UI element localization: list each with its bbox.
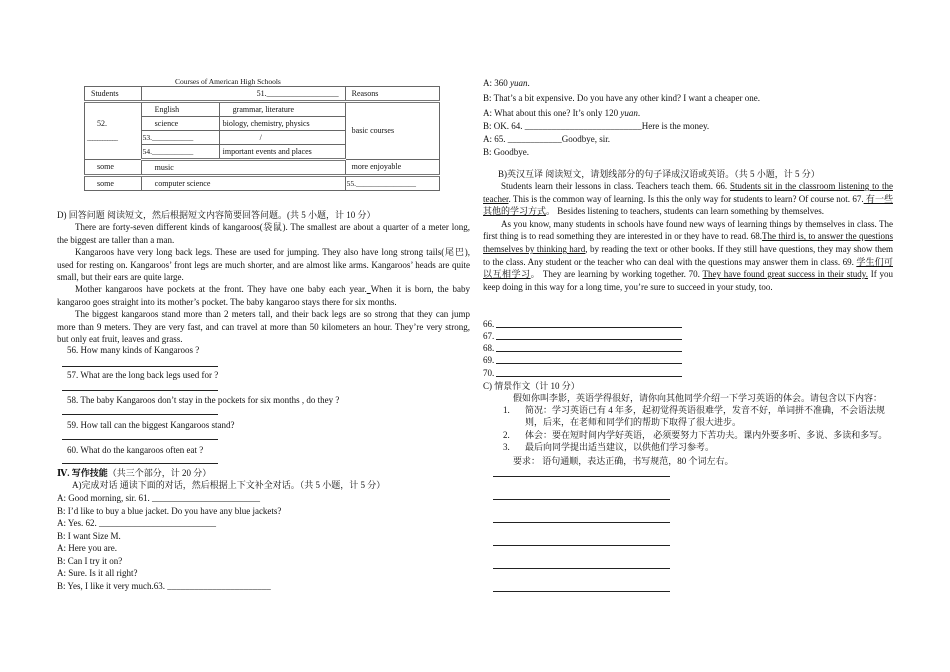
paragraph: As you know, many students in schools have found new ways of learning things by themselves in class. The first thing is to read something they are interested in or they have to read. 68.The third is, to answer the questions themselves by thinking hard, by reading the text or other books. If they still have questions, they may show them to the class. Any student or the teacher who can deal with the questions may answer them in class. 69. 学生们可以互相学习。 They are learning by working together. 70. They have found great success in their study. If you keep doing in this way for a long time, you’re sure to succeed in your study, too. <box>483 218 893 292</box>
section-iv-title: 写作技能 <box>69 468 108 478</box>
dialog-line: B: I’d like to buy a blue jacket. Do you have any blue jackets? <box>57 505 282 516</box>
section-a-heading: A)完成对话 通读下面的对话，然后根据上下文补全对话。（共 5 小题，计 5 分） <box>72 480 386 490</box>
table-header-students: Students <box>85 87 142 102</box>
section-d-heading: D) 回答问题 阅读短文，然后根据短文内容简要回答问题。(共 5 小题，计 10 分） <box>57 210 376 220</box>
paragraph-part: When it is born, the baby kangaroo goes straight into its mother’s pocket. The baby kangaroo stays there for six months. <box>57 284 471 307</box>
dialog-line: A: Here you are. <box>57 543 117 553</box>
composition-line[interactable] <box>493 591 670 592</box>
answer-line-70[interactable] <box>496 376 682 377</box>
section-iv-number: Ⅳ. <box>57 468 70 478</box>
dialog-line: A: What about this one? It’s only 120 yuan. <box>483 108 641 118</box>
dialog-line: A: 360 yuan. <box>483 78 530 88</box>
section-c-heading: C) 情景作文（计 10 分） <box>483 381 580 391</box>
composition-line[interactable] <box>493 476 670 477</box>
table-header-reasons: Reasons <box>345 87 439 102</box>
courses-table <box>84 86 440 191</box>
q54-cell: 54.___________ <box>141 145 219 160</box>
subject-cell: important events and places <box>219 145 345 160</box>
dialog-right <box>483 77 893 159</box>
question-59: 59. How tall can the biggest Kangaroos stand? <box>67 420 235 430</box>
basic-courses-cell: basic courses <box>345 102 439 160</box>
question-57: 57. What are the long back legs used for ? <box>67 370 219 380</box>
section-c-requirement: 要求： 语句通顺，表达正确，书写规范，80 个词左右。 <box>513 456 734 466</box>
underlined-70: They have found great success in their study. <box>702 269 868 280</box>
reason-cell: more enjoyable <box>345 160 439 176</box>
answer-line-67[interactable] <box>496 339 682 340</box>
dialog-line: B: I want Size M. <box>57 530 121 541</box>
section-iv-heading <box>57 467 211 479</box>
composition-line[interactable] <box>493 522 670 523</box>
paragraph: Students learn their lessons in class. Teachers teach them. 66. Students sit in the classroom listening to the teacher. This is the common way of learning. Is this the only way for students to learn? Of course not. 67. 有一些其他的学习方式。 Besides listening to teachers, students can learn something by themselves. <box>483 181 893 217</box>
section-d <box>57 209 470 345</box>
dialog-line: A: Sure. Is it all right? <box>57 568 138 578</box>
dialog-line: B: Can I try it on? <box>57 555 123 566</box>
composition-line[interactable] <box>493 545 670 546</box>
course-cell: English <box>141 102 219 117</box>
answer-line-56[interactable] <box>62 366 218 367</box>
dialog-line: B: Yes, I like it very much.63. _______________________ <box>57 580 271 591</box>
section-c-intro: 假如你叫李影，英语学得很好，请你向其他同学介绍一下学习英语的体会。请包含以下内容： <box>513 393 883 403</box>
course-cell: science <box>141 117 219 131</box>
answer-line-59[interactable] <box>62 439 218 440</box>
answer-69-label: 69. <box>483 355 495 365</box>
course-cell: music <box>141 160 345 176</box>
question-56: 56. How many kinds of Kangaroos ? <box>67 345 200 355</box>
paragraph: The biggest kangaroos stand more than 2 meters tall, and their back legs are so strong that they can jump more than 9 meters. They are very fast, and can travel at more than 50 kilometers an hour. They’re very strong, but only eat fruit, leaves and grass. <box>57 309 470 345</box>
dialog-line: A: Good morning, sir. 61. ________________________ <box>57 493 261 503</box>
dialog-left <box>57 492 470 592</box>
list-item: 2. 体会：要在短时间内学好英语， 必须要努力下苦功夫。课内外要多听、多说、多读和多写。 <box>503 429 888 440</box>
dialog-line: B: Goodbye. <box>483 147 529 157</box>
underlined-68: The third is, to answer the questions themselves by thinking hard <box>483 231 893 254</box>
list-item: 3. 最后向同学提出适当建议，以供他们学习参考。 <box>503 442 715 453</box>
q52-cell <box>85 102 142 160</box>
answer-line-58[interactable] <box>62 414 218 415</box>
subject-cell: biology, chemistry, physics <box>219 117 345 131</box>
section-b-passage <box>483 180 893 293</box>
subject-cell: grammar, literature <box>219 102 345 117</box>
subject-cell: / <box>219 131 345 145</box>
composition-line[interactable] <box>493 499 670 500</box>
dialog-line: B: OK. 64. __________________________Here is the money. <box>483 121 710 131</box>
q52-label: 52. <box>97 119 107 128</box>
composition-line[interactable] <box>493 568 670 569</box>
question-60: 60. What do the kangaroos often eat ? <box>67 445 204 455</box>
table-caption: Courses of American High Schools <box>175 77 281 86</box>
table-header-51: 51.__________________ <box>141 87 345 102</box>
q52-blank: ____________ <box>87 134 117 142</box>
answer-68-label: 68. <box>483 343 495 353</box>
section-b-heading: B)英汉互译 阅读短文，请划线部分的句子译成汉语或英语。（共 5 小题，计 5 分） <box>498 169 820 179</box>
paragraph: Kangaroos have very long back legs. These are used for jumping. They also have long strong tails(尾巴), used for resting on. Kangaroos’ front legs are much shorter, and are almost like arms. Kangaroos’ heads are quite small, but their ears are quite large. <box>57 247 470 283</box>
students-cell: some <box>85 160 142 176</box>
answer-70-label: 70. <box>483 368 495 378</box>
dialog-line: A: Yes. 62. __________________________ <box>57 518 217 528</box>
answer-line-69[interactable] <box>496 363 682 364</box>
students-cell: some <box>85 176 142 191</box>
underlined-69: 学生们可以互相学习 <box>483 256 893 280</box>
answer-67-label: 67. <box>483 331 495 341</box>
section-iv-note: （共三个部分，计 20 分） <box>107 468 212 478</box>
paragraph <box>57 283 470 308</box>
answer-line-57[interactable] <box>62 390 218 391</box>
q55-cell: 55.________________ <box>345 176 439 191</box>
dialog-line: B: That’s a bit expensive. Do you have any other kind? I want a cheaper one. <box>483 93 760 103</box>
section-c-list <box>503 404 893 454</box>
answer-line-66[interactable] <box>496 327 682 328</box>
list-item: 1. 简况：学习英语已有 4 年多，起初觉得英语很难学，发音不好，单词拼不准确，不会语法规则，后来，在老师和同学们的帮助下取得了很大进步。 <box>503 405 886 428</box>
question-58: 58. The baby Kangaroos don’t stay in the pockets for six months , do they ? <box>67 395 340 405</box>
underlined-66: Students sit in the classroom listening to the teacher <box>483 181 893 204</box>
course-cell: computer science <box>141 176 345 191</box>
paragraph: There are forty-seven different kinds of kangaroos(袋鼠). The smallest are about a quarter of a meter long, the biggest are taller than a man. <box>57 222 470 245</box>
paragraph-part: Mother kangaroos have pockets at the front. They have one baby each year. <box>75 284 367 295</box>
dialog-line: A: 65. ____________Goodbye, sir. <box>483 134 610 144</box>
underlined-67: 有一些其他的学习方式 <box>483 193 893 217</box>
answer-line-60[interactable] <box>62 463 218 464</box>
q53-cell: 53.___________ <box>141 131 219 145</box>
answer-66-label: 66. <box>483 319 495 329</box>
answer-line-68[interactable] <box>496 351 682 352</box>
